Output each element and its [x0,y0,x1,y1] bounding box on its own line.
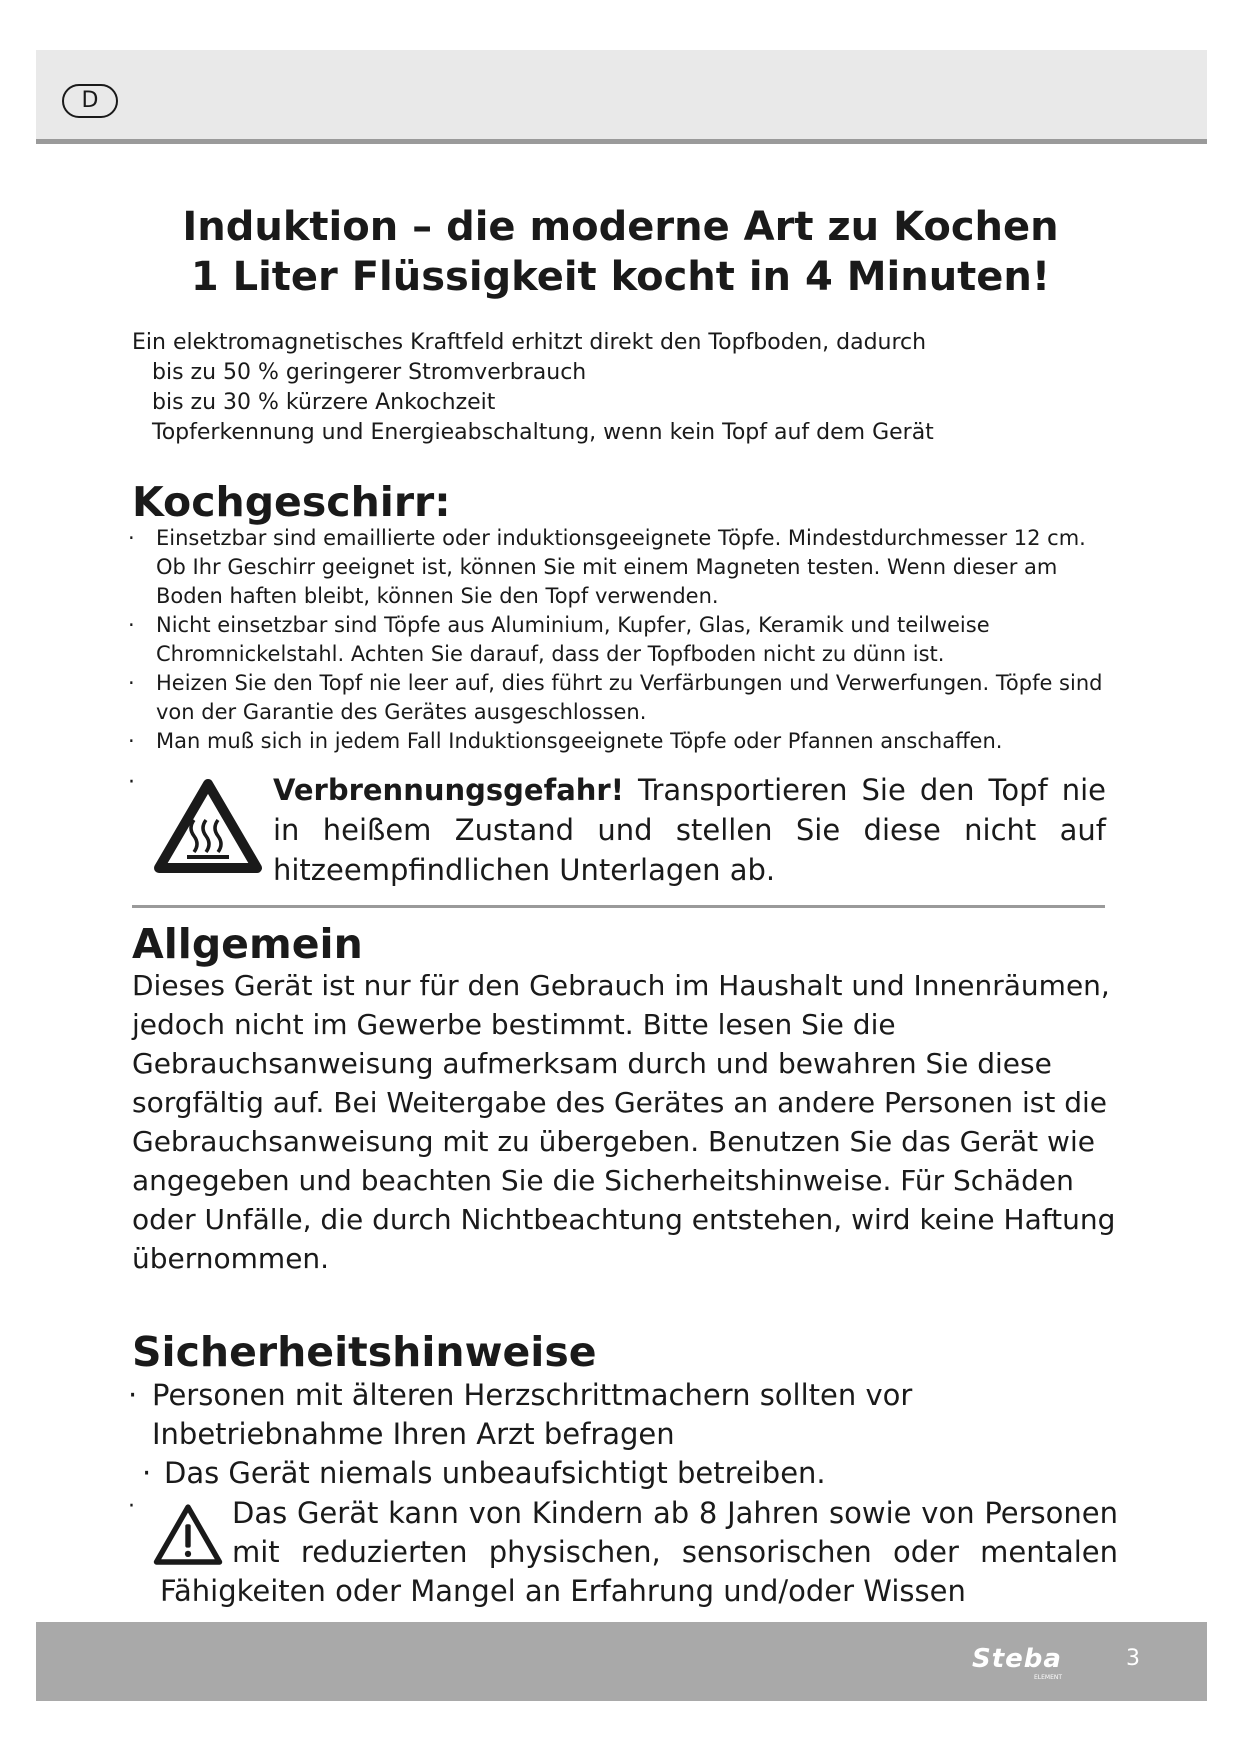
bullet-dot: · [128,729,135,753]
burn-warning-text: Verbrennungsgefahr! Transportieren Sie den Topf nie in heißem Zustand und stellen Sie diese nicht auf hitzeempfindlichen Unterlagen ab. [273,773,1106,887]
list-item: · Man muß sich in jedem Fall Induktionsgeeignete Töpfe oder Pfannen anschaffen. [128,727,1118,756]
bullet-dot: · [142,1456,152,1490]
list-item: · Einsetzbar sind emaillierte oder induktionsgeeignete Töpfe. Mindestdurchmesser 12 cm. Ob Ihr Geschirr geeignet ist, können Sie mit einem Magneten testen. Wenn dieser am Boden haften bleibt, können Sie den Topf verwenden. [128,526,1086,608]
list-item: · Heizen Sie den Topf nie leer auf, dies führt zu Verfärbungen und Verwerfungen. Töpfe sind von der Garantie des Gerätes ausgeschlossen. [128,671,1103,724]
heading-kochgeschirr: Kochgeschirr: [132,478,451,526]
brand-logo: Steba [972,1644,1062,1674]
intro-point: bis zu 30 % kürzere Ankochzeit [152,390,496,415]
header-bar [36,50,1207,144]
language-badge: D [62,84,118,118]
section-divider [132,905,1105,908]
intro-text [132,328,1132,448]
page-title [100,202,1141,302]
bullet-dot: · [128,613,135,637]
heading-allgemein: Allgemein [132,920,363,968]
burn-warning-label: Verbrennungsgefahr! [273,773,624,807]
safety-bullets [128,1376,1118,1493]
title-line-1: Induktion – die moderne Art zu Kochen [182,204,1059,250]
bullet-dot: · [128,1378,138,1412]
list-item: · Nicht einsetzbar sind Töpfe aus Aluminium, Kupfer, Glas, Keramik und teilweise Chromnickelstahl. Achten Sie darauf, dass der Topfboden nicht zu dünn ist. [128,613,990,666]
brand-logo-sub: ELEMENT [1034,1674,1063,1681]
page-number: 3 [1126,1646,1140,1671]
kochgeschirr-bullets [128,524,1118,756]
children-warning [128,1494,1118,1614]
intro-lead: Ein elektromagnetisches Kraftfeld erhitzt direkt den Topfboden, dadurch [132,330,927,355]
footer-bar [36,1622,1207,1701]
list-item: · Das Gerät niemals unbeaufsichtigt betreiben. [128,1454,1118,1493]
list-item: · Personen mit älteren Herzschrittmachern sollten vor Inbetriebnahme Ihren Arzt befragen [128,1378,913,1451]
bullet-dot: · [128,1494,135,1519]
bullet-dot: · [128,671,135,695]
allgemein-text: Dieses Gerät ist nur für den Gebrauch im Haushalt und Innenräumen, jedoch nicht im Gewerbe bestimmt. Bitte lesen Sie die Gebrauchsanweisung aufmerksam durch und bewahren Sie diese sorgfältig auf. Bei Weitergabe des Gerätes an andere Personen ist die Gebrauchsanweisung mit zu übergeben. Benutzen Sie das Gerät wie angegeben und beachten Sie die Sicherheitshinweise. Für Schäden oder Unfälle, die durch Nichtbeachtung entstehen, wird keine Haftung übernommen. [132,969,1116,1275]
bullet-dot: · [128,526,135,550]
burn-warning [128,770,1118,890]
bullet-dot: · [128,770,135,795]
intro-point: bis zu 50 % geringerer Stromverbrauch [152,360,587,385]
children-warning-text: Das Gerät kann von Kindern ab 8 Jahren sowie von Personen mit reduzierten physischen, sensorischen oder mentalen Fähigkeiten oder Mangel an Erfahrung und/oder Wissen [160,1496,1118,1608]
intro-point: Topferkennung und Energieabschaltung, wenn kein Topf auf dem Gerät [152,420,934,445]
heading-sicherheitshinweise: Sicherheitshinweise [132,1328,597,1376]
title-line-2: 1 Liter Flüssigkeit kocht in 4 Minuten! [190,254,1051,300]
hot-surface-warning-icon [153,778,263,876]
